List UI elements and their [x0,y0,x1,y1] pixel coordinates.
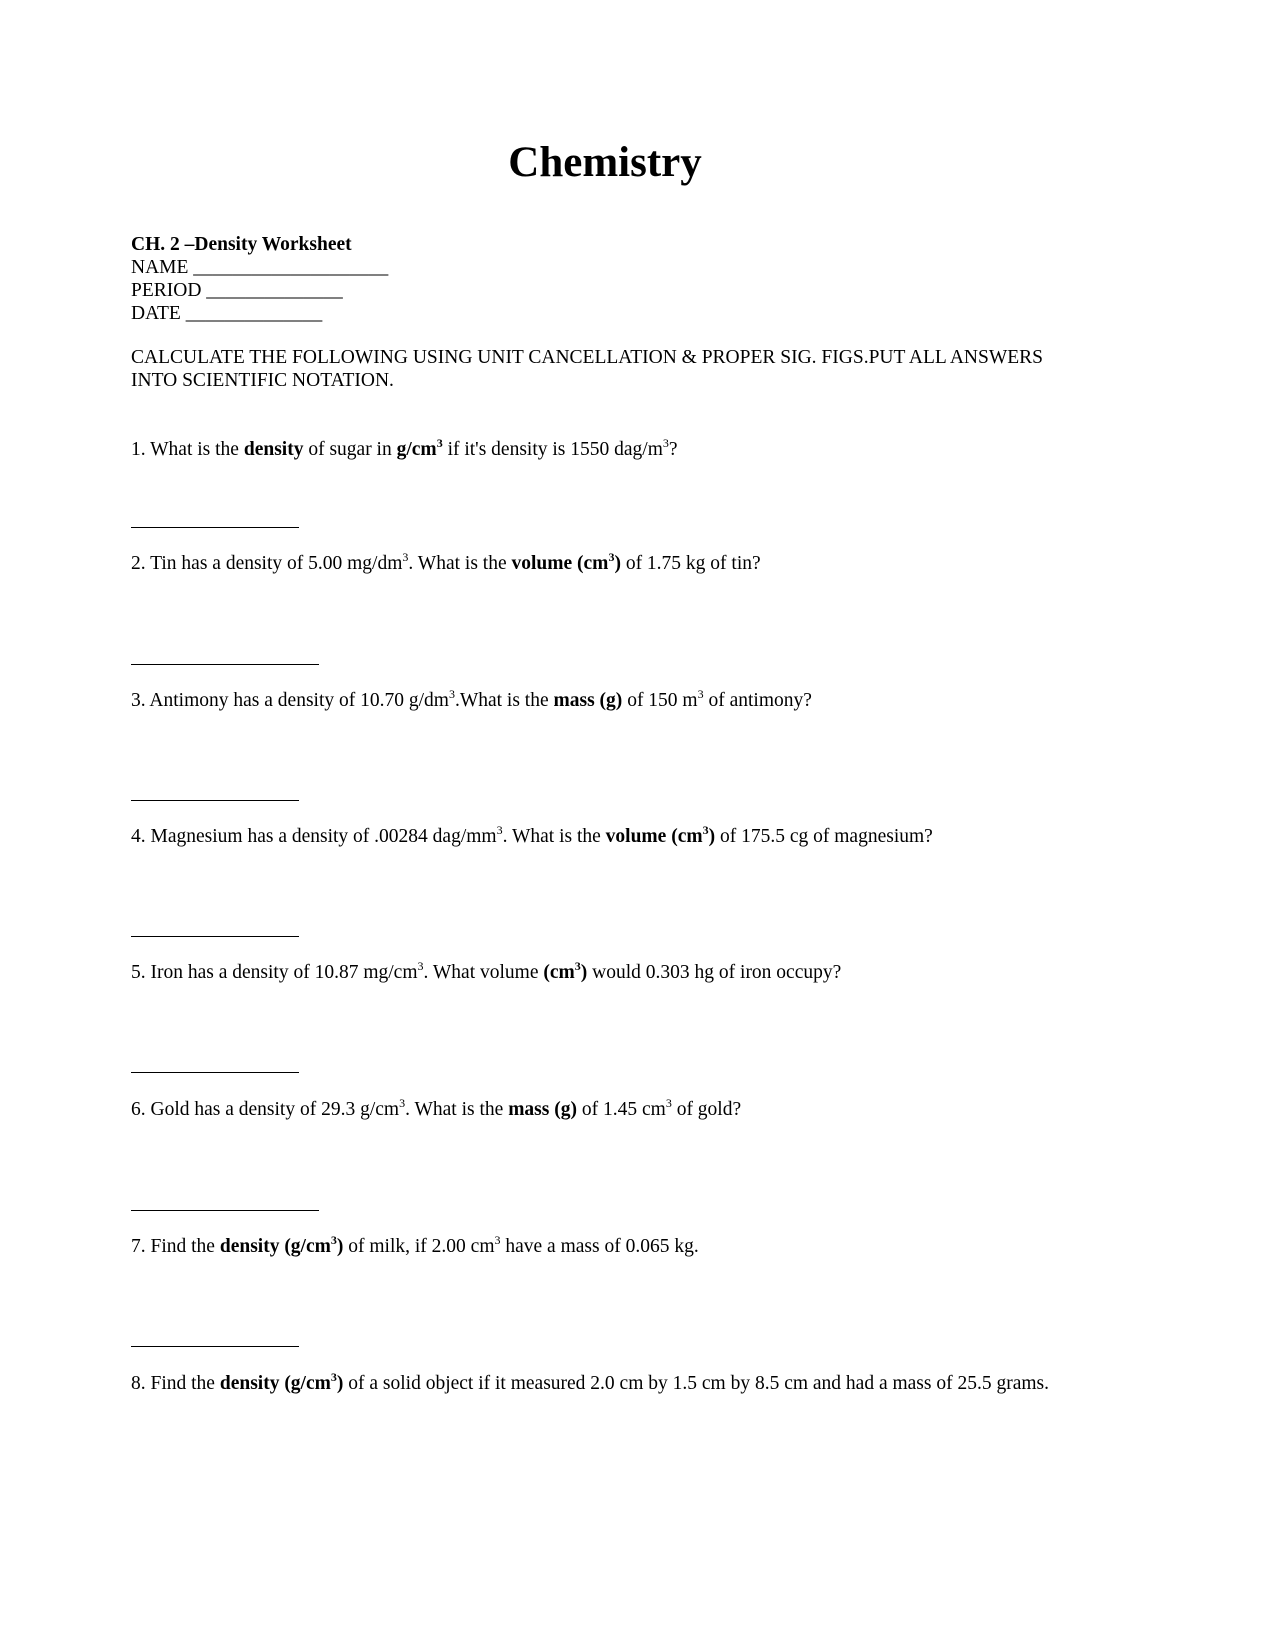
question-text: . What is the [405,1099,509,1120]
question-7 [131,1232,699,1259]
question-text: .What is the [454,690,554,711]
question-1 [131,435,678,462]
question-text: of antimony? [703,690,812,711]
question-emphasis: density (g/cm [219,1373,331,1394]
answer-line [131,527,299,528]
question-emphasis: ) [336,1373,344,1394]
question-text: of sugar in [303,439,397,460]
question-number: 6. [131,1099,146,1120]
question-text: of 175.5 cg of magnesium? [715,826,933,847]
superscript: 3 [494,1232,501,1247]
superscript: 3 [448,686,455,701]
superscript: 3 [399,1095,406,1110]
answer-line [131,1346,299,1347]
superscript: 3 [574,958,581,973]
name-field: NAME ____________________ [131,257,389,278]
question-number: 1. [131,439,146,460]
question-2 [131,549,761,576]
question-text: Magnesium has a density of .00284 dag/mm [145,826,497,847]
question-text: Iron has a density of 10.87 mg/cm [145,962,418,983]
question-number: 4. [131,826,146,847]
superscript: 3 [496,822,503,837]
question-text: Tin has a density of 5.00 mg/dm [145,553,403,574]
answer-line [131,1072,299,1073]
superscript: 3 [665,1095,672,1110]
worksheet-header [131,233,388,325]
question-text: of a solid object if it measured 2.0 cm by 1.5 cm by 8.5 cm and had a mass of 25.5 grams. [343,1373,1050,1394]
question-4 [131,822,933,849]
superscript: 3 [417,958,424,973]
question-number: 5. [131,962,146,983]
question-text: Antimony has a density of 10.70 g/dm [145,690,449,711]
question-emphasis: mass (g) [508,1099,577,1120]
answer-line [131,936,299,937]
question-text: if it's density is 1550 dag/m [442,439,663,460]
page-title: Chemistry [508,139,702,186]
answer-line [131,664,319,665]
question-text: of 1.45 cm [576,1099,666,1120]
question-text: of 1.75 kg of tin? [620,553,761,574]
superscript: 3 [697,686,704,701]
question-8 [131,1369,1050,1396]
question-emphasis: g/cm [396,439,437,460]
superscript: 3 [330,1232,337,1247]
question-number: 8. [131,1373,146,1394]
superscript: 3 [436,435,443,450]
superscript: 3 [402,549,409,564]
question-text: of 150 m [622,690,698,711]
question-text: of milk, if 2.00 cm [343,1236,495,1257]
question-text: . What is the [502,826,606,847]
question-text: have a mass of 0.065 kg. [500,1236,699,1257]
superscript: 3 [608,549,615,564]
question-emphasis: ) [336,1236,344,1257]
date-field: DATE ______________ [131,303,323,324]
question-emphasis: density [243,439,304,460]
question-text: of gold? [671,1099,742,1120]
question-emphasis: volume (cm [511,553,609,574]
question-text: Find the [145,1373,220,1394]
question-emphasis: mass (g) [553,690,623,711]
question-number: 2. [131,553,146,574]
question-number: 3. [131,690,146,711]
question-emphasis: ) [708,826,716,847]
question-emphasis: ) [580,962,588,983]
question-emphasis: ) [614,553,621,574]
period-field: PERIOD ______________ [131,280,343,301]
superscript: 3 [702,822,709,837]
question-6 [131,1095,742,1122]
question-emphasis: (cm [543,962,575,983]
instructions: CALCULATE THE FOLLOWING USING UNIT CANCELLATION & PROPER SIG. FIGS.PUT ALL ANSWERS INTO SCIENTIFIC NOTATION. [131,347,1044,391]
question-text: ? [668,439,678,460]
question-emphasis: volume (cm [605,826,703,847]
question-text: would 0.303 hg of iron occupy? [587,962,842,983]
question-5 [131,958,842,985]
question-text: . What is the [408,553,512,574]
question-text: Gold has a density of 29.3 g/cm [145,1099,400,1120]
question-3 [131,686,812,713]
question-emphasis: density (g/cm [219,1236,331,1257]
question-text: . What volume [423,962,544,983]
superscript: 3 [330,1369,337,1384]
worksheet-subtitle: CH. 2 –Density Worksheet [131,234,352,255]
superscript: 3 [662,435,669,450]
answer-line [131,800,299,801]
question-text: Find the [145,1236,220,1257]
answer-line [131,1210,319,1211]
question-number: 7. [131,1236,146,1257]
question-text: What is the [145,439,244,460]
